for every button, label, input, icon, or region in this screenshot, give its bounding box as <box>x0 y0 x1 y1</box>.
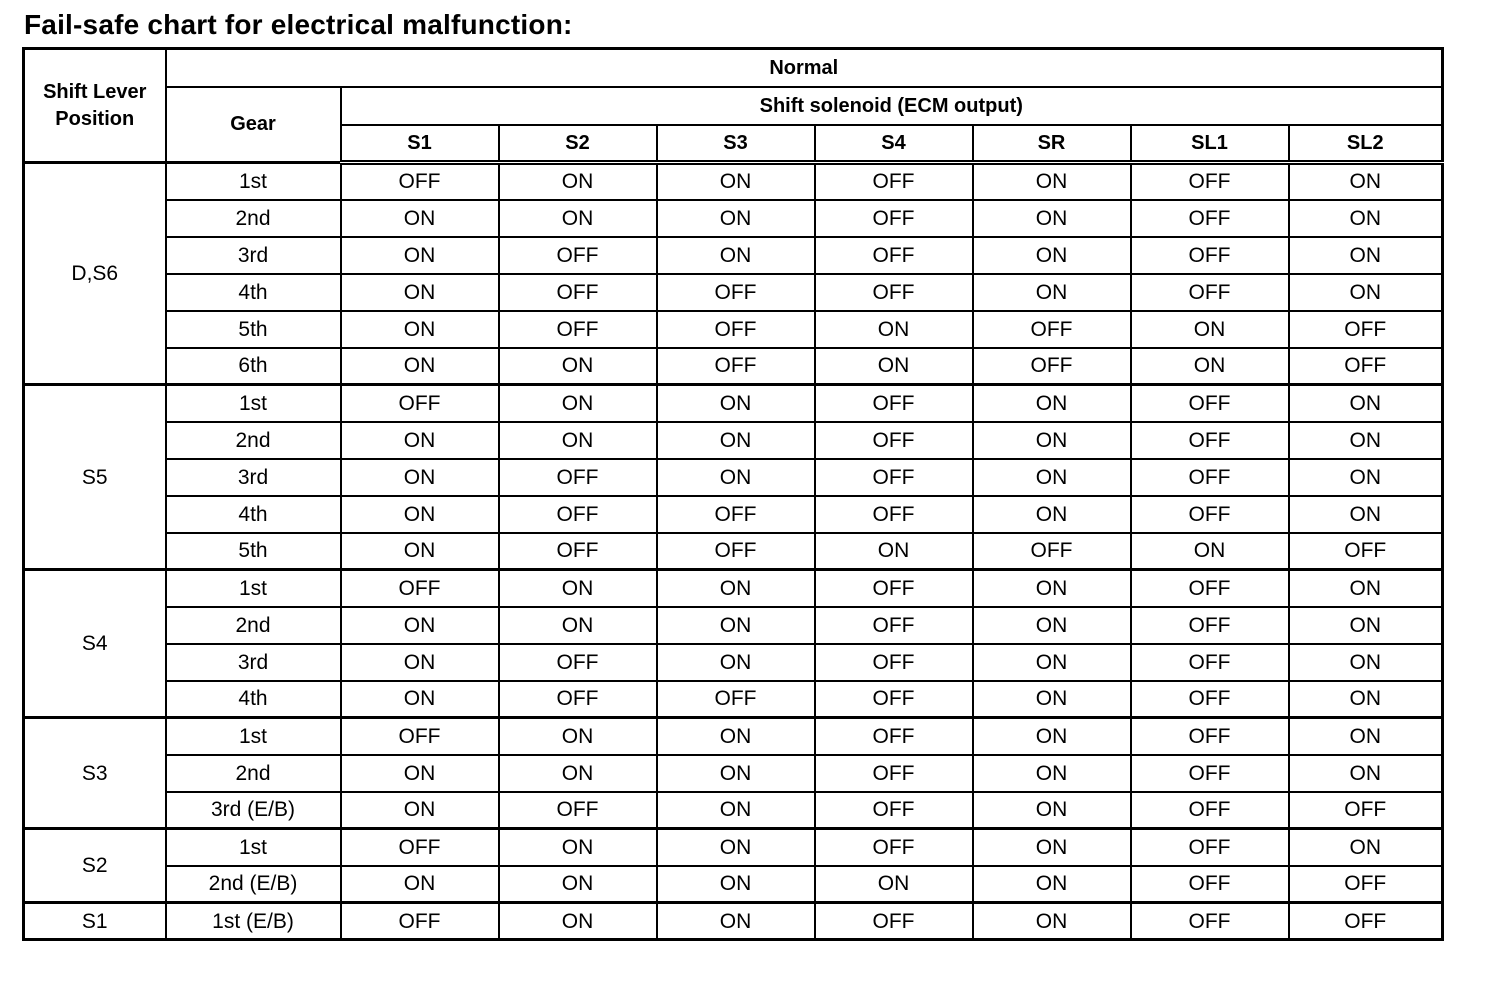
solenoid-state-cell: OFF <box>1131 422 1289 459</box>
table-header <box>24 49 1443 163</box>
solenoid-state-cell: ON <box>815 866 973 903</box>
solenoid-state-cell: ON <box>499 866 657 903</box>
gear-cell: 3rd <box>166 644 341 681</box>
solenoid-state-cell: ON <box>657 200 815 237</box>
solenoid-state-cell: ON <box>973 200 1131 237</box>
table-row <box>24 829 1443 866</box>
fail-safe-table <box>22 47 1444 941</box>
solenoid-state-cell: ON <box>341 681 499 718</box>
solenoid-state-cell: ON <box>341 496 499 533</box>
header-solenoid-s2: S2 <box>499 125 657 163</box>
header-solenoid-s3: S3 <box>657 125 815 163</box>
solenoid-state-cell: ON <box>973 422 1131 459</box>
gear-cell: 2nd <box>166 607 341 644</box>
solenoid-state-cell: ON <box>657 866 815 903</box>
solenoid-state-cell: ON <box>973 237 1131 274</box>
solenoid-state-cell: OFF <box>341 385 499 422</box>
solenoid-state-cell: ON <box>499 200 657 237</box>
gear-cell: 1st <box>166 829 341 866</box>
solenoid-state-cell: ON <box>341 533 499 570</box>
table-row <box>24 644 1443 681</box>
gear-cell: 1st <box>166 718 341 755</box>
solenoid-state-cell: ON <box>341 607 499 644</box>
table-row <box>24 681 1443 718</box>
gear-cell: 1st <box>166 570 341 607</box>
solenoid-state-cell: OFF <box>1131 274 1289 311</box>
solenoid-state-cell: ON <box>1289 496 1443 533</box>
shift-lever-position-cell: S2 <box>24 829 166 903</box>
solenoid-state-cell: OFF <box>1131 903 1289 940</box>
solenoid-state-cell: ON <box>341 459 499 496</box>
solenoid-state-cell: ON <box>1289 755 1443 792</box>
solenoid-state-cell: OFF <box>499 459 657 496</box>
solenoid-state-cell: OFF <box>499 792 657 829</box>
gear-cell: 4th <box>166 274 341 311</box>
gear-cell: 2nd (E/B) <box>166 866 341 903</box>
solenoid-state-cell: ON <box>1131 311 1289 348</box>
solenoid-state-cell: ON <box>1131 533 1289 570</box>
solenoid-state-cell: ON <box>657 792 815 829</box>
solenoid-state-cell: ON <box>499 163 657 200</box>
solenoid-state-cell: ON <box>973 459 1131 496</box>
header-gear: Gear <box>166 87 341 163</box>
table-row <box>24 274 1443 311</box>
gear-cell: 6th <box>166 348 341 385</box>
solenoid-state-cell: ON <box>973 681 1131 718</box>
gear-cell: 5th <box>166 533 341 570</box>
solenoid-state-cell: ON <box>341 237 499 274</box>
solenoid-state-cell: ON <box>1289 237 1443 274</box>
header-shift-solenoid: Shift solenoid (ECM output) <box>341 87 1443 125</box>
table-row <box>24 570 1443 607</box>
solenoid-state-cell: OFF <box>815 496 973 533</box>
solenoid-state-cell: OFF <box>1289 866 1443 903</box>
solenoid-state-cell: ON <box>341 274 499 311</box>
solenoid-state-cell: ON <box>499 570 657 607</box>
solenoid-state-cell: OFF <box>1131 866 1289 903</box>
solenoid-state-cell: ON <box>657 237 815 274</box>
solenoid-state-cell: OFF <box>1131 200 1289 237</box>
table-row <box>24 866 1443 903</box>
solenoid-state-cell: OFF <box>815 200 973 237</box>
solenoid-state-cell: ON <box>1289 570 1443 607</box>
solenoid-state-cell: ON <box>341 200 499 237</box>
solenoid-state-cell: OFF <box>657 496 815 533</box>
solenoid-state-cell: OFF <box>1131 792 1289 829</box>
table-row <box>24 496 1443 533</box>
solenoid-state-cell: OFF <box>1289 348 1443 385</box>
solenoid-state-cell: OFF <box>815 274 973 311</box>
solenoid-state-cell: OFF <box>815 718 973 755</box>
solenoid-state-cell: ON <box>499 385 657 422</box>
table-row <box>24 385 1443 422</box>
header-normal: Normal <box>166 49 1443 87</box>
solenoid-state-cell: ON <box>973 570 1131 607</box>
solenoid-state-cell: ON <box>815 311 973 348</box>
shift-lever-position-cell: S5 <box>24 385 166 570</box>
solenoid-state-cell: OFF <box>815 163 973 200</box>
solenoid-state-cell: ON <box>341 422 499 459</box>
solenoid-state-cell: OFF <box>1131 681 1289 718</box>
solenoid-state-cell: ON <box>341 348 499 385</box>
solenoid-state-cell: OFF <box>1289 792 1443 829</box>
solenoid-state-cell: ON <box>499 607 657 644</box>
solenoid-state-cell: OFF <box>499 533 657 570</box>
solenoid-state-cell: OFF <box>815 385 973 422</box>
solenoid-state-cell: ON <box>499 422 657 459</box>
table-row <box>24 792 1443 829</box>
solenoid-state-cell: OFF <box>499 496 657 533</box>
solenoid-state-cell: OFF <box>815 570 973 607</box>
gear-cell: 2nd <box>166 200 341 237</box>
shift-lever-position-cell: S4 <box>24 570 166 718</box>
solenoid-state-cell: ON <box>657 422 815 459</box>
solenoid-state-cell: OFF <box>657 681 815 718</box>
solenoid-state-cell: OFF <box>1131 237 1289 274</box>
solenoid-state-cell: OFF <box>815 755 973 792</box>
solenoid-state-cell: ON <box>657 607 815 644</box>
solenoid-state-cell: ON <box>973 718 1131 755</box>
solenoid-state-cell: ON <box>657 903 815 940</box>
solenoid-state-cell: OFF <box>815 681 973 718</box>
solenoid-state-cell: ON <box>973 496 1131 533</box>
solenoid-state-cell: ON <box>1289 385 1443 422</box>
table-row <box>24 311 1443 348</box>
table-row <box>24 163 1443 200</box>
solenoid-state-cell: ON <box>657 459 815 496</box>
table-row <box>24 348 1443 385</box>
solenoid-state-cell: ON <box>1289 200 1443 237</box>
solenoid-state-cell: ON <box>973 792 1131 829</box>
solenoid-state-cell: OFF <box>499 644 657 681</box>
solenoid-state-cell: ON <box>973 274 1131 311</box>
solenoid-state-cell: OFF <box>499 681 657 718</box>
shift-lever-position-cell: S1 <box>24 903 166 940</box>
solenoid-state-cell: ON <box>973 829 1131 866</box>
solenoid-state-cell: ON <box>657 163 815 200</box>
solenoid-state-cell: ON <box>499 829 657 866</box>
header-solenoid-s4: S4 <box>815 125 973 163</box>
solenoid-state-cell: OFF <box>499 237 657 274</box>
gear-cell: 3rd <box>166 459 341 496</box>
solenoid-state-cell: OFF <box>657 533 815 570</box>
solenoid-state-cell: ON <box>815 533 973 570</box>
solenoid-state-cell: ON <box>1131 348 1289 385</box>
solenoid-state-cell: ON <box>815 348 973 385</box>
gear-cell: 3rd <box>166 237 341 274</box>
header-solenoid-sl1: SL1 <box>1131 125 1289 163</box>
solenoid-state-cell: ON <box>973 903 1131 940</box>
solenoid-state-cell: ON <box>499 755 657 792</box>
table-row <box>24 607 1443 644</box>
solenoid-state-cell: OFF <box>499 311 657 348</box>
table-row <box>24 459 1443 496</box>
solenoid-state-cell: ON <box>1289 829 1443 866</box>
table-row <box>24 533 1443 570</box>
solenoid-state-cell: OFF <box>1131 718 1289 755</box>
solenoid-state-cell: OFF <box>1131 496 1289 533</box>
gear-cell: 3rd (E/B) <box>166 792 341 829</box>
gear-cell: 5th <box>166 311 341 348</box>
solenoid-state-cell: OFF <box>1131 385 1289 422</box>
solenoid-state-cell: ON <box>341 644 499 681</box>
solenoid-state-cell: OFF <box>815 422 973 459</box>
solenoid-state-cell: ON <box>973 163 1131 200</box>
table-row <box>24 903 1443 940</box>
solenoid-state-cell: OFF <box>499 274 657 311</box>
header-shift-lever-position: Shift Lever Position <box>24 49 166 163</box>
shift-lever-position-cell: D,S6 <box>24 163 166 385</box>
solenoid-state-cell: ON <box>1289 681 1443 718</box>
solenoid-state-cell: OFF <box>341 829 499 866</box>
gear-cell: 4th <box>166 496 341 533</box>
solenoid-state-cell: ON <box>341 792 499 829</box>
solenoid-state-cell: ON <box>499 718 657 755</box>
solenoid-state-cell: OFF <box>341 903 499 940</box>
solenoid-state-cell: ON <box>341 311 499 348</box>
solenoid-state-cell: OFF <box>657 348 815 385</box>
solenoid-state-cell: ON <box>499 348 657 385</box>
solenoid-state-cell: OFF <box>341 163 499 200</box>
solenoid-state-cell: OFF <box>1131 163 1289 200</box>
solenoid-state-cell: OFF <box>657 274 815 311</box>
solenoid-state-cell: ON <box>973 607 1131 644</box>
solenoid-state-cell: ON <box>341 755 499 792</box>
solenoid-state-cell: ON <box>973 866 1131 903</box>
solenoid-state-cell: OFF <box>1131 755 1289 792</box>
solenoid-state-cell: OFF <box>815 459 973 496</box>
solenoid-state-cell: OFF <box>1131 829 1289 866</box>
solenoid-state-cell: ON <box>1289 274 1443 311</box>
solenoid-state-cell: ON <box>973 644 1131 681</box>
solenoid-state-cell: OFF <box>815 829 973 866</box>
solenoid-state-cell: ON <box>657 644 815 681</box>
solenoid-state-cell: ON <box>1289 459 1443 496</box>
table-body <box>24 163 1443 940</box>
solenoid-state-cell: OFF <box>1131 607 1289 644</box>
solenoid-state-cell: OFF <box>1131 570 1289 607</box>
solenoid-state-cell: OFF <box>973 348 1131 385</box>
solenoid-state-cell: OFF <box>341 718 499 755</box>
solenoid-state-cell: ON <box>1289 422 1443 459</box>
table-row <box>24 422 1443 459</box>
solenoid-state-cell: OFF <box>1289 311 1443 348</box>
solenoid-state-cell: ON <box>657 829 815 866</box>
solenoid-state-cell: OFF <box>815 237 973 274</box>
table-row <box>24 718 1443 755</box>
solenoid-state-cell: ON <box>973 385 1131 422</box>
solenoid-state-cell: OFF <box>657 311 815 348</box>
gear-cell: 1st <box>166 163 341 200</box>
gear-cell: 2nd <box>166 755 341 792</box>
solenoid-state-cell: OFF <box>973 311 1131 348</box>
table-row <box>24 200 1443 237</box>
solenoid-state-cell: OFF <box>815 792 973 829</box>
solenoid-state-cell: OFF <box>1131 459 1289 496</box>
table-row <box>24 755 1443 792</box>
solenoid-state-cell: ON <box>499 903 657 940</box>
solenoid-state-cell: OFF <box>815 644 973 681</box>
solenoid-state-cell: ON <box>1289 718 1443 755</box>
solenoid-state-cell: ON <box>1289 644 1443 681</box>
solenoid-state-cell: ON <box>1289 607 1443 644</box>
solenoid-state-cell: ON <box>657 718 815 755</box>
gear-cell: 1st (E/B) <box>166 903 341 940</box>
solenoid-state-cell: OFF <box>815 903 973 940</box>
solenoid-state-cell: ON <box>341 866 499 903</box>
solenoid-state-cell: OFF <box>341 570 499 607</box>
solenoid-state-cell: ON <box>657 755 815 792</box>
solenoid-state-cell: ON <box>973 755 1131 792</box>
header-solenoid-s1: S1 <box>341 125 499 163</box>
solenoid-state-cell: OFF <box>815 607 973 644</box>
gear-cell: 1st <box>166 385 341 422</box>
solenoid-state-cell: OFF <box>1131 644 1289 681</box>
table-row <box>24 237 1443 274</box>
header-solenoid-sl2: SL2 <box>1289 125 1443 163</box>
gear-cell: 2nd <box>166 422 341 459</box>
solenoid-state-cell: ON <box>657 385 815 422</box>
header-solenoid-sr: SR <box>973 125 1131 163</box>
solenoid-state-cell: OFF <box>1289 903 1443 940</box>
solenoid-state-cell: OFF <box>973 533 1131 570</box>
shift-lever-position-cell: S3 <box>24 718 166 829</box>
page-title: Fail-safe chart for electrical malfunction: <box>24 9 573 40</box>
solenoid-state-cell: ON <box>657 570 815 607</box>
solenoid-state-cell: OFF <box>1289 533 1443 570</box>
gear-cell: 4th <box>166 681 341 718</box>
solenoid-state-cell: ON <box>1289 163 1443 200</box>
